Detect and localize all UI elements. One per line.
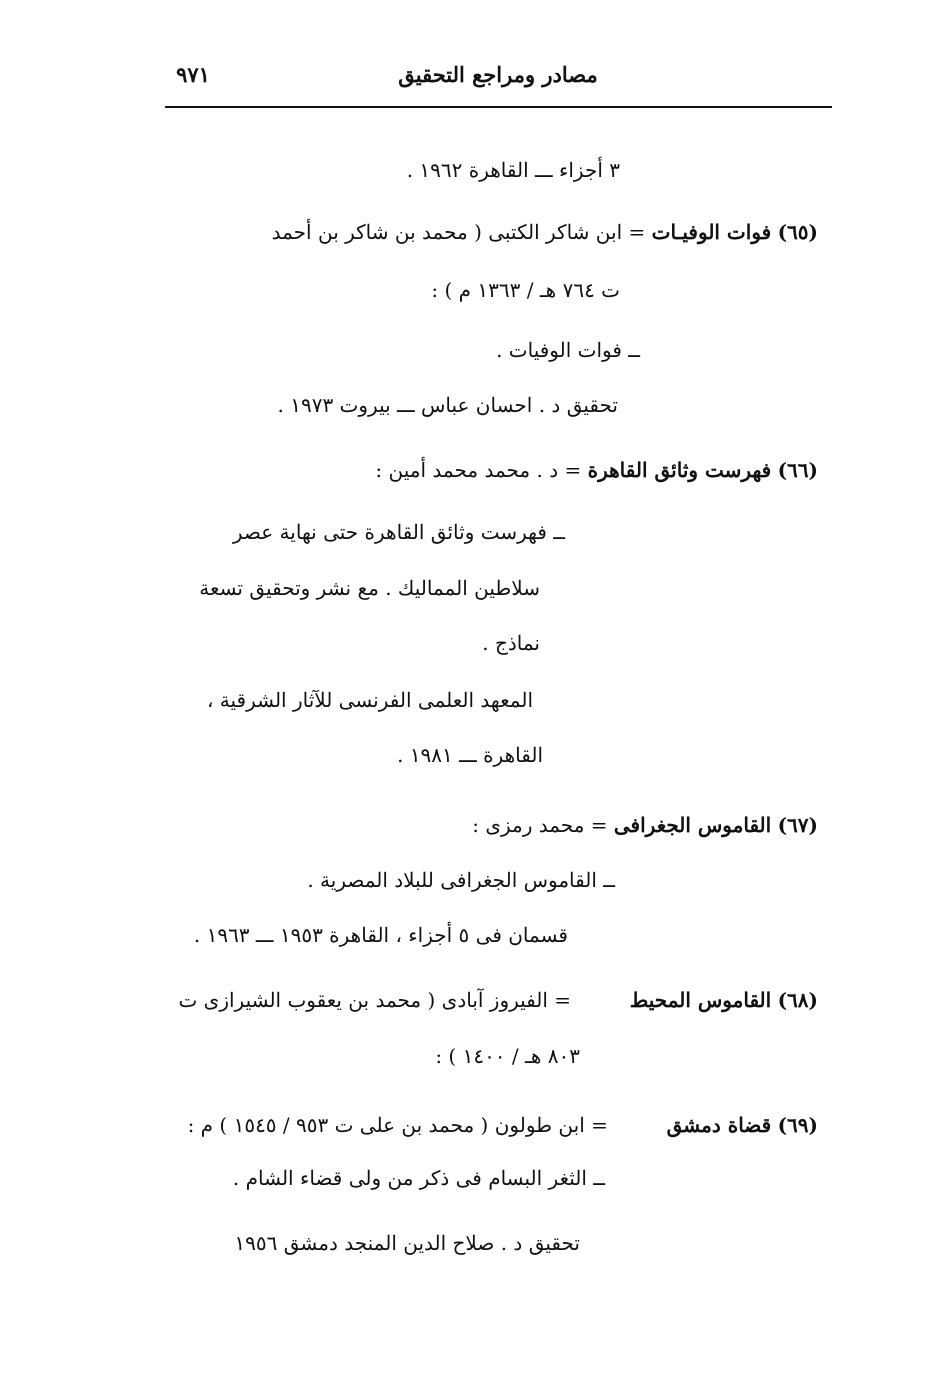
entry-69-heading: [188, 1115, 818, 1135]
text-line: ــ فوات الوفيات .: [496, 338, 640, 362]
entry-68-heading: [178, 990, 818, 1010]
text-line: قسمان فى ٥ أجزاء ، القاهرة ١٩٥٣ ـــ ١٩٦٣ .: [193, 923, 568, 947]
entry-title: فوات الوفيـات: [651, 220, 772, 244]
header-rule: [165, 106, 832, 108]
entry-65-heading: [272, 222, 818, 242]
text-line: المعهد العلمى الفرنسى للآثار الشرقية ،: [206, 688, 533, 712]
entry-title: فهرست وثائق القاهرة: [587, 458, 772, 482]
text-line: تحقيق د . احسان عباس ـــ بيروت ١٩٧٣ .: [277, 393, 618, 417]
entry-number: (٦٩): [777, 1113, 818, 1137]
text-line: ــ القاموس الجغرافى للبلاد المصرية .: [307, 868, 615, 892]
running-header-title: مصادر ومراجع التحقيق: [398, 62, 598, 87]
text-line: ٨٠٣ هـ / ١٤٠٠ ) :: [435, 1044, 580, 1068]
entry-number: (٦٧): [777, 813, 818, 837]
entry-67-heading: [472, 815, 818, 835]
text-line: ت ٧٦٤ هـ / ١٣٦٣ م ) :: [431, 278, 620, 302]
text-line: سلاطين المماليك . مع نشر وتحقيق تسعة: [199, 576, 540, 600]
text-line: نماذج .: [482, 631, 540, 655]
text-line: القاهرة ـــ ١٩٨١ .: [397, 743, 543, 767]
entry-66-heading: [375, 460, 818, 480]
page-number: ٩٧١: [176, 62, 210, 87]
text-line: ٣ أجزاء ـــ القاهرة ١٩٦٢ .: [406, 158, 620, 182]
entry-author: = د . محمد محمد أمين :: [375, 458, 582, 482]
entry-author: = الفيروز آبادى ( محمد بن يعقوب الشيرازى ت: [178, 988, 572, 1012]
text-line: ــ الثغر البسام فى ذكر من ولى قضاء الشام .: [232, 1166, 605, 1190]
entry-author: = ابن شاكر الكتبى ( محمد بن شاكر بن أحمد: [271, 220, 646, 244]
entry-title: قضاة دمشق: [666, 1113, 772, 1137]
entry-author: = ابن طولون ( محمد بن على ت ٩٥٣ / ١٥٤٥ ) م :: [187, 1113, 608, 1137]
text-line: ــ فهرست وثائق القاهرة حتى نهاية عصر: [232, 520, 565, 544]
entry-number: (٦٥): [777, 220, 818, 244]
entry-number: (٦٨): [777, 988, 818, 1012]
entry-title: القاموس المحيط: [629, 988, 772, 1012]
entry-number: (٦٦): [777, 458, 818, 482]
entry-title: القاموس الجغرافى: [613, 813, 772, 837]
text-line: تحقيق د . صلاح الدين المنجد دمشق ١٩٥٦: [234, 1231, 580, 1255]
entry-author: = محمد رمزى :: [472, 813, 608, 837]
